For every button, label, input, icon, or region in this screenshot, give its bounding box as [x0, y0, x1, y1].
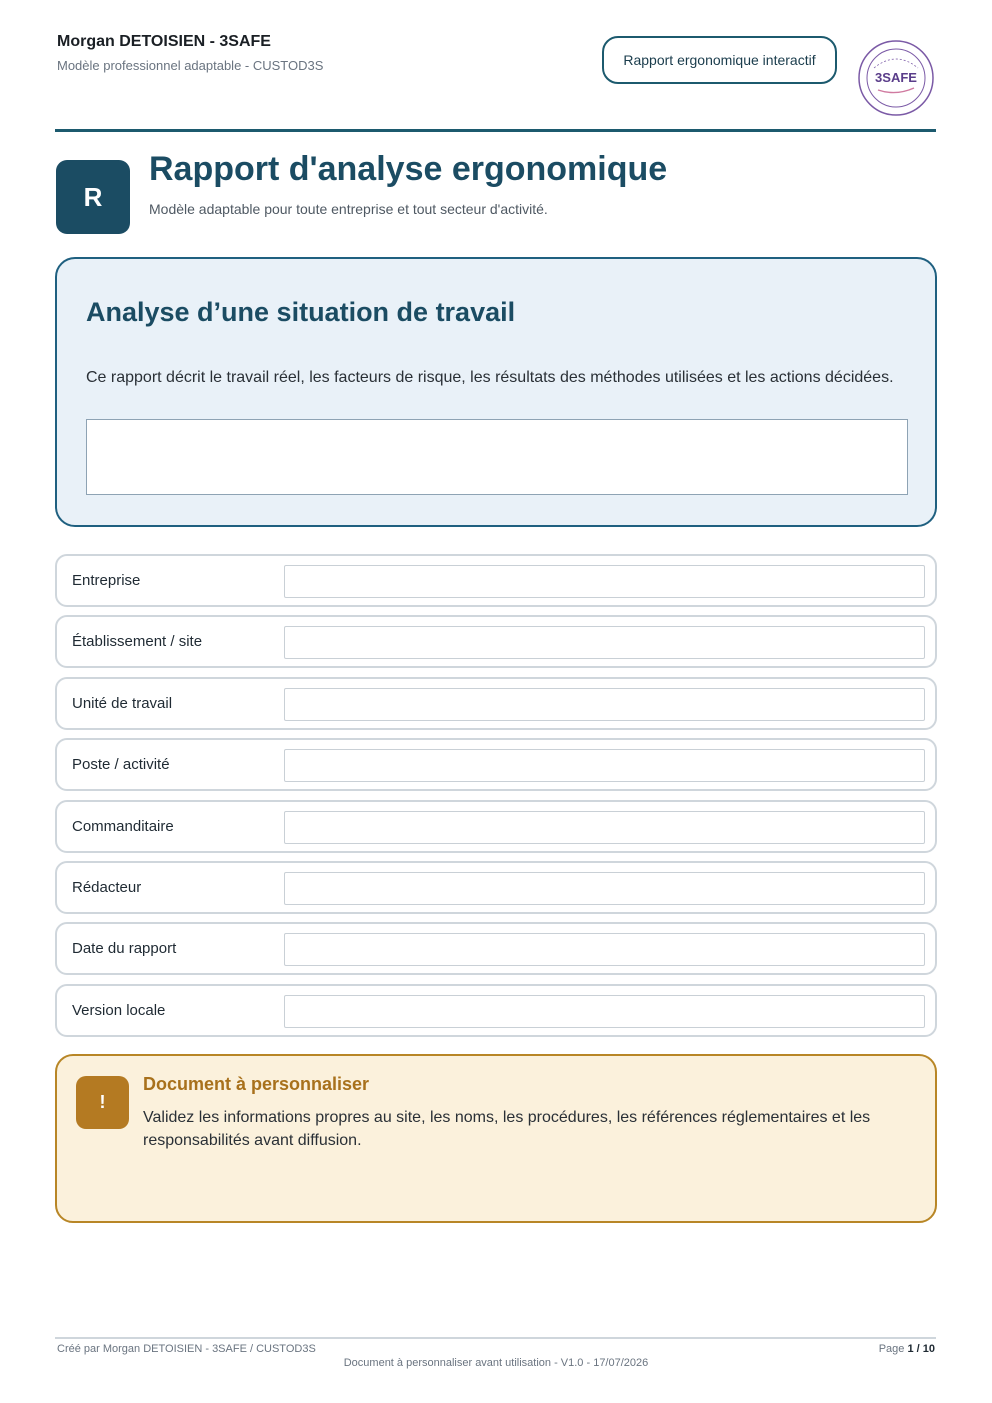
date-input[interactable]	[284, 933, 925, 966]
field-label: Version locale	[72, 1002, 166, 1019]
field-label: Entreprise	[72, 572, 141, 589]
poste-input[interactable]	[284, 749, 925, 782]
unite-input[interactable]	[284, 688, 925, 721]
company-stamp-logo	[856, 38, 936, 118]
intro-text: Ce rapport décrit le travail réel, les facteurs de risque, les résultats des méthodes utilisées et les actions décidées.	[86, 369, 894, 386]
page-title: Rapport d'analyse ergonomique	[149, 150, 668, 188]
customization-notice	[55, 1054, 937, 1223]
field-row-redacteur	[55, 861, 937, 914]
field-row-unite	[55, 677, 937, 730]
field-row-date	[55, 922, 937, 975]
report-type-pill: Rapport ergonomique interactif	[602, 36, 837, 84]
site-input[interactable]	[284, 626, 925, 659]
field-row-poste	[55, 738, 937, 791]
field-label: Établissement / site	[72, 633, 203, 650]
page-indicator	[879, 1343, 935, 1355]
entreprise-input[interactable]	[284, 565, 925, 598]
field-row-site	[55, 615, 937, 668]
situation-description-field[interactable]	[86, 419, 908, 495]
footer-created-by: Créé par Morgan DETOISIEN - 3SAFE / CUSTOD3S	[57, 1343, 316, 1355]
header-author: Morgan DETOISIEN - 3SAFE	[57, 33, 271, 50]
notice-title: Document à personnaliser	[143, 1074, 370, 1094]
field-row-version	[55, 984, 937, 1037]
version-input[interactable]	[284, 995, 925, 1028]
commanditaire-input[interactable]	[284, 811, 925, 844]
intro-title: Analyse d’une situation de travail	[86, 297, 516, 327]
field-label: Poste / activité	[72, 756, 170, 773]
field-label: Commanditaire	[72, 818, 174, 835]
warning-icon: !	[76, 1076, 129, 1129]
stamp-text: 3SAFE	[875, 70, 917, 85]
field-label: Unité de travail	[72, 695, 173, 712]
page-subtitle: Modèle adaptable pour toute entreprise et tout secteur d'activité.	[149, 201, 548, 217]
page-number: 1 / 10	[907, 1343, 935, 1355]
footer-divider	[55, 1337, 936, 1339]
intro-card	[55, 257, 937, 527]
footer-note: Document à personnaliser avant utilisation - V1.0 - 17/07/2026	[343, 1357, 649, 1369]
page-prefix: Page	[878, 1343, 908, 1355]
header-divider	[55, 129, 936, 132]
notice-text: Validez les informations propres au site, les noms, les procédures, les références réglementaires et les responsabilités avant diffusion.	[143, 1109, 871, 1149]
redacteur-input[interactable]	[284, 872, 925, 905]
field-label: Rédacteur	[72, 879, 142, 896]
field-label: Date du rapport	[72, 940, 177, 957]
field-row-entreprise	[55, 554, 937, 607]
field-row-commanditaire	[55, 800, 937, 853]
report-badge: R	[56, 160, 130, 234]
header-subtitle: Modèle professionnel adaptable - CUSTOD3S	[57, 58, 324, 73]
